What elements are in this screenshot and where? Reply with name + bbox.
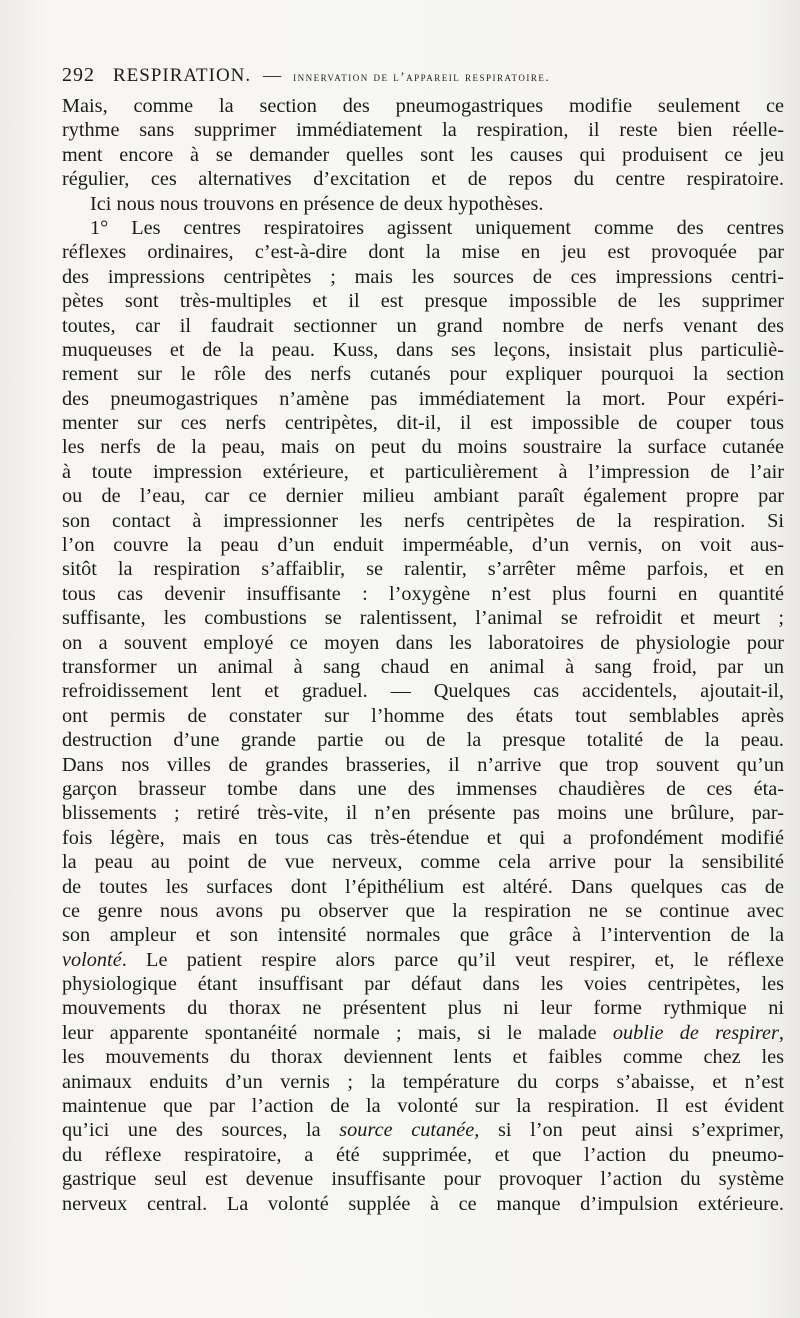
text-line bbox=[62, 606, 784, 630]
line-text: l’on couvre la peau d’un enduit imperméable, d’un vernis, on voit aus- bbox=[62, 534, 784, 557]
text-line bbox=[62, 167, 784, 191]
line-text: mouvements du thorax ne présentent plus ni leur forme rythmique ni bbox=[62, 997, 784, 1020]
text-line bbox=[62, 826, 784, 850]
text-line bbox=[62, 533, 784, 557]
section-subtitle: innervation de l’appareil respiratoire. bbox=[293, 69, 551, 84]
line-text: la peau au point de vue nerveux, comme cela arrive pour la sensibilité bbox=[62, 851, 784, 874]
line-text: de toutes les surfaces dont l’épithélium est altéré. Dans quelques cas de bbox=[62, 875, 784, 898]
line-text: des pneumogastriques n’amène pas immédiatement la mort. Pour expéri- bbox=[62, 387, 784, 410]
line-text-tail: , bbox=[778, 1021, 784, 1044]
line-text: animaux enduits d’un vernis ; la température du corps s’abaisse, et n’est bbox=[62, 1070, 784, 1093]
line-text: . Le patient respire alors parce qu’il veut respirer, et, le réflexe bbox=[121, 948, 784, 971]
text-line bbox=[62, 875, 784, 899]
text-line bbox=[62, 996, 784, 1020]
text-line bbox=[62, 143, 784, 167]
line-text: on a souvent employé ce moyen dans les laboratoires de physiologie pour bbox=[62, 631, 784, 654]
line-text: Ici nous nous trouvons en présence de deux hypothèses. bbox=[90, 192, 544, 215]
line-text: gastrique seul est devenue insuffisante pour provoquer l’action du système bbox=[62, 1168, 784, 1191]
line-text: régulier, ces alternatives d’excitation et de repos du centre respiratoire. bbox=[62, 168, 784, 191]
text-line bbox=[62, 314, 784, 338]
line-text: muqueuses et de la peau. Kuss, dans ses leçons, insistait plus particuliè- bbox=[62, 338, 784, 361]
line-text: Dans nos villes de grandes brasseries, il n’arrive que trop souvent qu’un bbox=[62, 753, 784, 776]
text-line bbox=[62, 411, 784, 435]
text-line bbox=[62, 899, 784, 923]
text-line bbox=[62, 801, 784, 825]
line-text: ont permis de constater sur l’homme des états tout semblables après bbox=[62, 704, 784, 727]
text-line bbox=[62, 387, 784, 411]
text-line bbox=[62, 1070, 784, 1094]
chapter-title: RESPIRATION. bbox=[113, 65, 252, 86]
line-text: sitôt la respiration s’affaiblir, se ralentir, s’arrêter même parfois, et en bbox=[62, 558, 784, 581]
line-text: rythme sans supprimer immédiatement la respiration, il reste bien réelle- bbox=[62, 119, 784, 142]
text-line bbox=[62, 1143, 784, 1167]
text-line bbox=[62, 435, 784, 459]
line-text: ou de l’eau, car ce dernier milieu ambiant paraît également propre par bbox=[62, 485, 784, 508]
text-line bbox=[62, 923, 784, 947]
text-line bbox=[62, 1045, 784, 1069]
line-text: garçon brasseur tombe dans une des immenses chaudières de ces éta- bbox=[62, 777, 784, 800]
text-line bbox=[62, 1118, 784, 1142]
text-line bbox=[62, 948, 784, 972]
text-line bbox=[62, 704, 784, 728]
line-text: son ampleur et son intensité normales que grâce à l’intervention de la bbox=[62, 924, 784, 947]
line-text: destruction d’une grande partie ou de la presque totalité de la peau. bbox=[62, 729, 784, 752]
text-line bbox=[62, 216, 784, 240]
line-text: transformer un animal à sang chaud en animal à sang froid, par un bbox=[62, 655, 784, 678]
text-line bbox=[62, 265, 784, 289]
text-line bbox=[62, 192, 784, 216]
line-text: à toute impression extérieure, et particulièrement à l’impression de l’air bbox=[62, 460, 784, 483]
page-number: 292 bbox=[62, 64, 95, 86]
line-text: ment encore à se demander quelles sont les causes qui produisent ce jeu bbox=[62, 143, 784, 166]
italic-phrase: source cutanée, bbox=[339, 1119, 480, 1142]
text-line bbox=[62, 240, 784, 264]
text-line bbox=[62, 509, 784, 533]
header-dash: — bbox=[263, 65, 282, 85]
line-text: Mais, comme la section des pneumogastriques modifie seulement ce bbox=[62, 95, 784, 117]
text-line bbox=[62, 1167, 784, 1191]
line-text: qu’ici une des sources, la bbox=[62, 1119, 340, 1142]
line-text: blissements ; retiré très-vite, il n’en présente pas moins une brûlure, par- bbox=[62, 802, 784, 825]
text-line bbox=[62, 94, 784, 118]
text-line bbox=[62, 1192, 784, 1216]
line-text: pètes sont très-multiples et il est presque impossible de les supprimer bbox=[62, 290, 784, 313]
text-line bbox=[62, 679, 784, 703]
text-line bbox=[62, 777, 784, 801]
line-text: menter sur ces nerfs centripètes, dit-il, il est impossible de couper tous bbox=[62, 412, 784, 435]
text-line bbox=[62, 728, 784, 752]
text-line bbox=[62, 972, 784, 996]
text-line bbox=[62, 557, 784, 581]
line-text: ce genre nous avons pu observer que la respiration ne se continue avec bbox=[62, 899, 784, 922]
italic-phrase: oublie de respirer bbox=[612, 1021, 779, 1044]
text-line bbox=[62, 582, 784, 606]
line-text: les nerfs de la peau, mais on peut du moins soustraire la surface cutanée bbox=[62, 436, 784, 459]
text-line bbox=[62, 655, 784, 679]
running-header bbox=[62, 60, 762, 90]
line-text: leur apparente spontanéité normale ; mais, si le malade bbox=[62, 1021, 613, 1044]
text-line bbox=[62, 362, 784, 386]
line-text: rement sur le rôle des nerfs cutanés pour expliquer pourquoi la section bbox=[62, 363, 784, 386]
line-text: nerveux central. La volonté supplée à ce manque d’impulsion extérieure. bbox=[62, 1192, 784, 1215]
line-text: refroidissement lent et graduel. — Quelques cas accidentels, ajoutait-il, bbox=[62, 680, 784, 703]
line-text: suffisante, les combustions se ralentissent, l’animal se refroidit et meurt ; bbox=[62, 607, 784, 630]
text-line bbox=[62, 850, 784, 874]
text-line bbox=[62, 289, 784, 313]
italic-phrase: volonté bbox=[62, 948, 122, 971]
line-text: toutes, car il faudrait sectionner un grand nombre de nerfs venant des bbox=[62, 314, 784, 337]
line-text: son contact à impressionner les nerfs centripètes de la respiration. Si bbox=[62, 509, 784, 532]
line-text: les mouvements du thorax deviennent lents et faibles comme chez les bbox=[62, 1046, 784, 1069]
line-text: du réflexe respiratoire, a été supprimée, et que l’action du pneumo- bbox=[62, 1143, 784, 1166]
text-line bbox=[62, 460, 784, 484]
line-text: physiologique étant insuffisant par défaut dans les voies centripètes, les bbox=[62, 973, 784, 996]
line-text: 1° Les centres respiratoires agissent uniquement comme des centres bbox=[90, 216, 784, 239]
text-line bbox=[62, 338, 784, 362]
line-text: des impressions centripètes ; mais les sources de ces impressions centri- bbox=[62, 265, 784, 288]
line-text: fois légère, mais en tous cas très-étendue et qui a profondément modifié bbox=[62, 826, 784, 849]
line-text: tous cas devenir insuffisante : l’oxygène n’est plus fourni en quantité bbox=[62, 582, 784, 605]
text-line bbox=[62, 1021, 784, 1045]
body-text bbox=[62, 94, 784, 1216]
text-line bbox=[62, 753, 784, 777]
text-line bbox=[62, 118, 784, 142]
line-text: réflexes ordinaires, c’est-à-dire dont la mise en jeu est provoquée par bbox=[62, 241, 784, 264]
line-text-tail: si l’on peut ainsi s’exprimer, bbox=[479, 1119, 784, 1142]
text-line bbox=[62, 631, 784, 655]
text-line bbox=[62, 484, 784, 508]
text-line bbox=[62, 1094, 784, 1118]
line-text: maintenue que par l’action de la volonté sur la respiration. Il est évident bbox=[62, 1095, 784, 1118]
